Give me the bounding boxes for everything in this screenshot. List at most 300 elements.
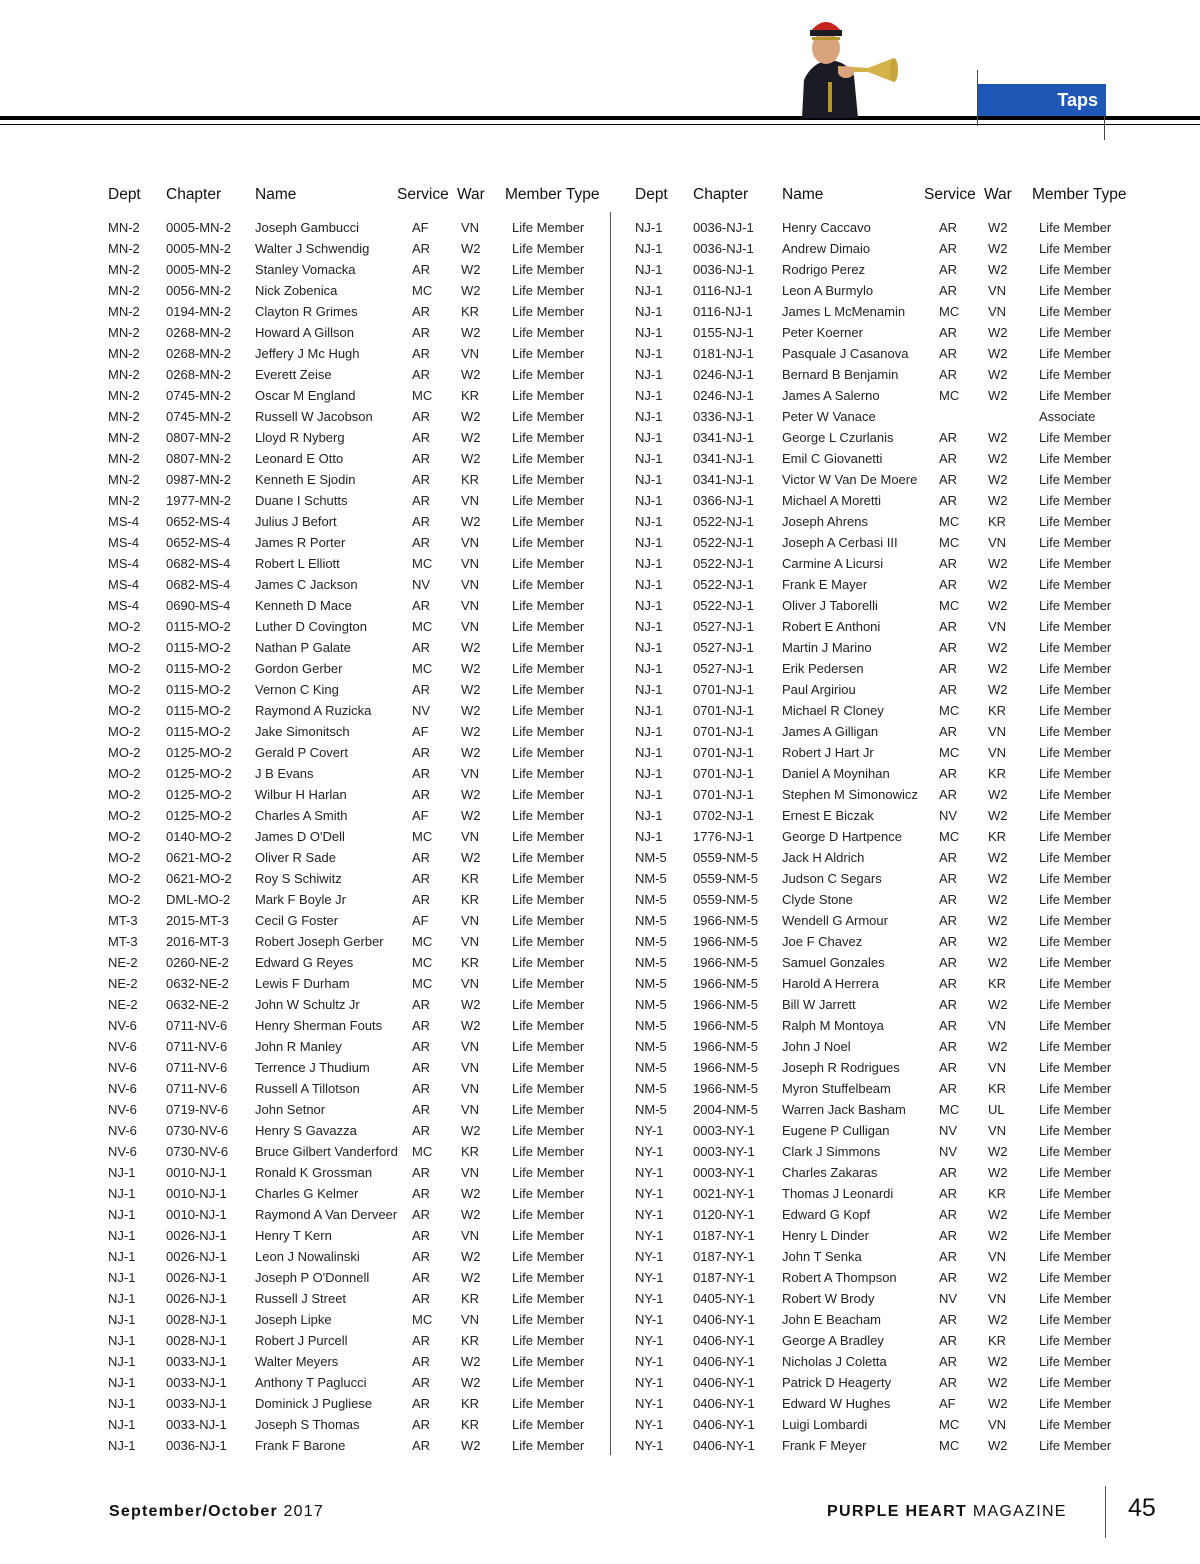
cell-dept: NJ-1 (635, 241, 663, 256)
cell-service: AR (939, 493, 958, 508)
cell-member-type: Life Member (1039, 1417, 1112, 1432)
cell-member-type: Life Member (1039, 388, 1112, 403)
cell-chapter: 0021-NY-1 (693, 1186, 755, 1201)
cell-chapter: 0559-NM-5 (693, 871, 759, 886)
cell-chapter: 0268-MN-2 (166, 346, 232, 361)
cell-dept: MO-2 (108, 619, 141, 634)
cell-dept: MO-2 (108, 787, 141, 802)
cell-dept: NY-1 (635, 1396, 664, 1411)
cell-member-type: Life Member (512, 997, 585, 1012)
cell-dept: MO-2 (108, 640, 141, 655)
header-service: Service (924, 186, 976, 203)
cell-dept: NJ-1 (635, 619, 663, 634)
cell-service: MC (412, 1144, 433, 1159)
cell-service: AR (412, 1165, 431, 1180)
cell-dept: MO-2 (108, 703, 141, 718)
header-dept: Dept (635, 186, 668, 203)
cell-war: W2 (461, 745, 481, 760)
cell-war: VN (988, 1249, 1007, 1264)
cell-chapter: 0036-NJ-1 (166, 1438, 227, 1453)
cell-dept: NJ-1 (108, 1375, 136, 1390)
cell-dept: NJ-1 (635, 724, 663, 739)
cell-war: W2 (988, 997, 1008, 1012)
cell-member-type: Life Member (512, 1102, 585, 1117)
cell-member-type: Life Member (512, 493, 585, 508)
cell-member-type: Life Member (512, 430, 585, 445)
cell-dept: NJ-1 (108, 1291, 136, 1306)
cell-war: VN (988, 745, 1007, 760)
cell-member-type: Life Member (512, 598, 585, 613)
cell-chapter: 0711-NV-6 (166, 1018, 228, 1033)
footer-magazine-name: PURPLE HEART (827, 1503, 968, 1520)
cell-service: AR (412, 745, 431, 760)
cell-war: W2 (988, 367, 1008, 382)
cell-name: Harold A Herrera (782, 976, 879, 991)
cell-dept: MN-2 (108, 430, 140, 445)
cell-member-type: Life Member (512, 871, 585, 886)
cell-war: W2 (461, 703, 481, 718)
cell-service: AR (412, 1018, 431, 1033)
cell-dept: MN-2 (108, 325, 140, 340)
cell-member-type: Life Member (512, 388, 585, 403)
cell-service: MC (412, 388, 433, 403)
cell-war: VN (461, 1039, 480, 1054)
cell-service: MC (412, 1312, 433, 1327)
cell-name: Stephen M Simonowicz (782, 787, 918, 802)
cell-member-type: Life Member (512, 1333, 585, 1348)
cell-war: W2 (988, 640, 1008, 655)
cell-chapter: 0003-NY-1 (693, 1144, 755, 1159)
cell-war: VN (461, 346, 480, 361)
cell-service: AR (939, 472, 958, 487)
cell-service: NV (939, 1291, 958, 1306)
cell-member-type: Life Member (1039, 430, 1112, 445)
cell-chapter: 0033-NJ-1 (166, 1396, 227, 1411)
cell-war: W2 (988, 808, 1008, 823)
cell-service: AR (412, 1270, 431, 1285)
cell-member-type: Life Member (1039, 535, 1112, 550)
cell-service: AR (412, 1228, 431, 1243)
cell-member-type: Life Member (512, 619, 585, 634)
cell-war: W2 (988, 892, 1008, 907)
cell-service: AR (939, 1228, 958, 1243)
cell-service: AR (939, 451, 958, 466)
cell-chapter: 0033-NJ-1 (166, 1354, 227, 1369)
cell-member-type: Life Member (512, 1144, 585, 1159)
cell-service: AR (412, 1375, 431, 1390)
cell-service: AR (412, 346, 431, 361)
cell-name: Warren Jack Basham (782, 1102, 906, 1117)
cell-war: KR (461, 1396, 480, 1411)
cell-chapter: 0187-NY-1 (693, 1228, 755, 1243)
cell-war: W2 (988, 1354, 1008, 1369)
cell-service: AR (412, 682, 431, 697)
header-name: Name (782, 186, 824, 203)
cell-dept: NY-1 (635, 1291, 664, 1306)
cell-service: AR (939, 1375, 958, 1390)
cell-service: AR (939, 619, 958, 634)
cell-dept: NY-1 (635, 1438, 664, 1453)
cell-name: Frank E Mayer (782, 577, 868, 592)
cell-member-type: Life Member (1039, 1291, 1112, 1306)
cell-war: VN (461, 220, 480, 235)
cell-chapter: 0026-NJ-1 (166, 1249, 227, 1264)
cell-chapter: 0115-MO-2 (166, 724, 231, 739)
cell-name: Leon J Nowalinski (255, 1249, 360, 1264)
cell-war: W2 (461, 514, 481, 529)
cell-war: KR (461, 388, 480, 403)
cell-chapter: 0559-NM-5 (693, 850, 759, 865)
cell-member-type: Life Member (1039, 1186, 1112, 1201)
cell-member-type: Life Member (1039, 1438, 1112, 1453)
cell-war: KR (461, 955, 480, 970)
cell-member-type: Life Member (1039, 1144, 1112, 1159)
cell-name: Lewis F Durham (255, 976, 350, 991)
cell-dept: NJ-1 (635, 577, 663, 592)
cell-service: AR (412, 325, 431, 340)
cell-service: NV (939, 1144, 958, 1159)
cell-member-type: Life Member (512, 577, 585, 592)
cell-dept: MO-2 (108, 871, 141, 886)
cell-dept: NV-6 (108, 1123, 137, 1138)
cell-war: VN (988, 724, 1007, 739)
cell-war: VN (461, 1102, 480, 1117)
cell-dept: NJ-1 (108, 1165, 136, 1180)
cell-service: AR (939, 1081, 958, 1096)
cell-member-type: Life Member (512, 1249, 585, 1264)
cell-dept: NJ-1 (108, 1354, 136, 1369)
cell-war: W2 (988, 577, 1008, 592)
cell-chapter: 0125-MO-2 (166, 766, 232, 781)
cell-service: AF (939, 1396, 956, 1411)
cell-name: Judson C Segars (782, 871, 882, 886)
cell-dept: NM-5 (635, 850, 667, 865)
cell-name: Carmine A Licursi (782, 556, 884, 571)
cell-service: AR (412, 1123, 431, 1138)
cell-member-type: Life Member (1039, 1039, 1112, 1054)
cell-name: John R Manley (255, 1039, 342, 1054)
cell-chapter: 0010-NJ-1 (166, 1207, 227, 1222)
cell-service: NV (412, 703, 431, 718)
cell-name: James R Porter (255, 535, 346, 550)
cell-dept: NJ-1 (635, 325, 663, 340)
cell-service: AR (939, 976, 958, 991)
cell-war: W2 (461, 1354, 481, 1369)
cell-war: KR (461, 1417, 480, 1432)
cell-war: W2 (461, 241, 481, 256)
header-war: War (984, 186, 1012, 203)
cell-service: MC (412, 829, 433, 844)
cell-war: W2 (988, 1039, 1008, 1054)
cell-dept: NJ-1 (635, 682, 663, 697)
cell-member-type: Life Member (512, 1438, 585, 1453)
cell-war: KR (988, 703, 1007, 718)
cell-name: J B Evans (255, 766, 314, 781)
cell-chapter: 0406-NY-1 (693, 1417, 755, 1432)
cell-dept: NJ-1 (635, 367, 663, 382)
cell-chapter: 0711-NV-6 (166, 1039, 228, 1054)
cell-name: Henry L Dinder (782, 1228, 869, 1243)
header-member-type: Member Type (1032, 186, 1127, 203)
cell-member-type: Life Member (1039, 325, 1112, 340)
cell-name: Victor W Van De Moere (782, 472, 918, 487)
cell-chapter: 0701-NJ-1 (693, 703, 754, 718)
cell-chapter: 0652-MS-4 (166, 514, 231, 529)
cell-chapter: 0341-NJ-1 (693, 472, 754, 487)
cell-chapter: 0155-NJ-1 (693, 325, 754, 340)
cell-chapter: 1966-NM-5 (693, 955, 759, 970)
cell-name: Russell J Street (255, 1291, 347, 1306)
cell-service: AR (939, 871, 958, 886)
cell-war: W2 (988, 871, 1008, 886)
cell-member-type: Life Member (512, 808, 585, 823)
cell-war: KR (461, 1291, 480, 1306)
cell-service: AR (939, 262, 958, 277)
cell-name: Terrence J Thudium (255, 1060, 370, 1075)
cell-war: W2 (988, 1312, 1008, 1327)
cell-service: AR (939, 1018, 958, 1033)
cell-member-type: Life Member (1039, 1312, 1112, 1327)
cell-service: MC (939, 829, 960, 844)
cell-dept: MN-2 (108, 241, 140, 256)
cell-service: AR (412, 1186, 431, 1201)
cell-service: AR (412, 1039, 431, 1054)
cell-name: Robert Joseph Gerber (255, 934, 384, 949)
cell-war: W2 (988, 241, 1008, 256)
cell-dept: NJ-1 (635, 346, 663, 361)
cell-name: Oliver R Sade (255, 850, 336, 865)
cell-name: Joseph Gambucci (255, 220, 360, 235)
cell-service: AR (939, 283, 958, 298)
cell-member-type: Life Member (512, 724, 585, 739)
cell-war: VN (461, 934, 480, 949)
cell-war: KR (988, 1186, 1007, 1201)
cell-service: MC (412, 661, 433, 676)
cell-service: AR (939, 1186, 958, 1201)
cell-service: MC (939, 535, 960, 550)
header-dept: Dept (108, 186, 141, 203)
cell-name: John J Noel (782, 1039, 851, 1054)
header-chapter: Chapter (166, 186, 222, 203)
cell-name: Robert A Thompson (782, 1270, 897, 1285)
cell-chapter: 0341-NJ-1 (693, 430, 754, 445)
cell-war: W2 (461, 325, 481, 340)
cell-member-type: Life Member (1039, 493, 1112, 508)
cell-chapter: 0120-NY-1 (693, 1207, 755, 1222)
cell-member-type: Life Member (512, 766, 585, 781)
cell-member-type: Life Member (1039, 661, 1112, 676)
cell-name: Charles G Kelmer (255, 1186, 359, 1201)
cell-member-type: Life Member (512, 850, 585, 865)
cell-war: W2 (461, 1018, 481, 1033)
cell-name: Michael R Cloney (782, 703, 884, 718)
cell-name: Leon A Burmylo (782, 283, 874, 298)
cell-dept: MO-2 (108, 766, 141, 781)
cell-service: AR (412, 766, 431, 781)
header-member-type: Member Type (505, 186, 600, 203)
cell-dept: NJ-1 (635, 556, 663, 571)
cell-service: MC (412, 619, 433, 634)
cell-dept: NJ-1 (635, 388, 663, 403)
cell-war: KR (461, 304, 480, 319)
cell-war: W2 (988, 955, 1008, 970)
cell-service: MC (939, 598, 960, 613)
cell-name: Russell W Jacobson (255, 409, 373, 424)
cell-war: KR (988, 766, 1007, 781)
cell-service: AR (412, 850, 431, 865)
cell-chapter: 0010-NJ-1 (166, 1165, 227, 1180)
cell-chapter: 1966-NM-5 (693, 1018, 759, 1033)
cell-war: W2 (461, 1270, 481, 1285)
cell-service: AR (939, 1060, 958, 1075)
cell-name: James C Jackson (255, 577, 358, 592)
cell-chapter: 0621-MO-2 (166, 850, 232, 865)
cell-dept: NY-1 (635, 1144, 664, 1159)
cell-war: W2 (988, 388, 1008, 403)
cell-dept: MO-2 (108, 682, 141, 697)
cell-chapter: 0336-NJ-1 (693, 409, 754, 424)
cell-name: Ralph M Montoya (782, 1018, 884, 1033)
cell-chapter: 0632-NE-2 (166, 997, 229, 1012)
header-chapter: Chapter (693, 186, 749, 203)
cell-dept: NJ-1 (635, 640, 663, 655)
cell-chapter: 1966-NM-5 (693, 934, 759, 949)
cell-name: George L Czurlanis (782, 430, 894, 445)
cell-name: John Setnor (255, 1102, 326, 1117)
cell-war: W2 (988, 493, 1008, 508)
cell-service: AR (939, 241, 958, 256)
cell-member-type: Life Member (512, 976, 585, 991)
cell-dept: NJ-1 (108, 1312, 136, 1327)
cell-chapter: 0140-MO-2 (166, 829, 232, 844)
cell-name: Gordon Gerber (255, 661, 343, 676)
cell-member-type: Life Member (512, 325, 585, 340)
cell-chapter: 1966-NM-5 (693, 1081, 759, 1096)
cell-war: VN (461, 577, 480, 592)
cell-chapter: 0026-NJ-1 (166, 1291, 227, 1306)
cell-chapter: 0701-NJ-1 (693, 682, 754, 697)
cell-name: Joe F Chavez (782, 934, 863, 949)
cell-war: KR (461, 1144, 480, 1159)
cell-name: Joseph S Thomas (255, 1417, 360, 1432)
cell-member-type: Life Member (1039, 598, 1112, 613)
cell-member-type: Life Member (512, 1207, 585, 1222)
cell-war: W2 (461, 787, 481, 802)
cell-dept: MN-2 (108, 262, 140, 277)
header-rule-thick (0, 116, 1200, 120)
cell-chapter: 0522-NJ-1 (693, 535, 754, 550)
cell-name: Ernest E Biczak (782, 808, 874, 823)
cell-name: Henry Caccavo (782, 220, 871, 235)
cell-dept: NM-5 (635, 976, 667, 991)
cell-chapter: 1966-NM-5 (693, 1039, 759, 1054)
cell-member-type: Life Member (512, 640, 585, 655)
cell-member-type: Life Member (512, 1123, 585, 1138)
cell-member-type: Life Member (1039, 304, 1112, 319)
cell-dept: MT-3 (108, 913, 138, 928)
cell-war: VN (461, 766, 480, 781)
cell-dept: NV-6 (108, 1144, 137, 1159)
cell-chapter: 0028-NJ-1 (166, 1312, 227, 1327)
cell-service: AR (939, 955, 958, 970)
cell-dept: NJ-1 (635, 409, 663, 424)
cell-chapter: 0406-NY-1 (693, 1396, 755, 1411)
cell-service: AR (412, 535, 431, 550)
cell-service: AR (412, 1438, 431, 1453)
page-number: 45 (1128, 1494, 1156, 1522)
cell-name: Clark J Simmons (782, 1144, 881, 1159)
cell-member-type: Life Member (1039, 514, 1112, 529)
cell-dept: MN-2 (108, 451, 140, 466)
cell-name: Wilbur H Harlan (255, 787, 347, 802)
cell-dept: NV-6 (108, 1039, 137, 1054)
cell-member-type: Life Member (1039, 955, 1112, 970)
cell-dept: NJ-1 (635, 493, 663, 508)
cell-chapter: 0701-NJ-1 (693, 724, 754, 739)
cell-chapter: 0056-MN-2 (166, 283, 232, 298)
cell-name: James A Salerno (782, 388, 880, 403)
cell-name: Cecil G Foster (255, 913, 339, 928)
cell-war: VN (461, 913, 480, 928)
cell-war: W2 (461, 682, 481, 697)
cell-dept: NY-1 (635, 1207, 664, 1222)
cell-dept: NJ-1 (635, 283, 663, 298)
cell-dept: MO-2 (108, 661, 141, 676)
cell-member-type: Life Member (1039, 766, 1112, 781)
cell-name: Kenneth D Mace (255, 598, 352, 613)
cell-service: AR (939, 724, 958, 739)
cell-war: VN (461, 1060, 480, 1075)
cell-dept: NJ-1 (635, 745, 663, 760)
cell-war: W2 (461, 1375, 481, 1390)
cell-war: KR (461, 871, 480, 886)
cell-war: VN (988, 283, 1007, 298)
cell-member-type: Life Member (1039, 1333, 1112, 1348)
cell-name: John T Senka (782, 1249, 862, 1264)
cell-dept: MN-2 (108, 367, 140, 382)
cell-service: AR (412, 892, 431, 907)
footer-magazine-suffix: MAGAZINE (972, 1503, 1067, 1520)
cell-service: AR (939, 1354, 958, 1369)
cell-member-type: Life Member (512, 1081, 585, 1096)
cell-member-type: Life Member (512, 1354, 585, 1369)
cell-chapter: 0115-MO-2 (166, 661, 231, 676)
cell-chapter: 0125-MO-2 (166, 787, 232, 802)
cell-dept: NV-6 (108, 1018, 137, 1033)
cell-member-type: Life Member (1039, 1060, 1112, 1075)
cell-war: VN (461, 619, 480, 634)
cell-service: AR (939, 682, 958, 697)
cell-name: Peter Koerner (782, 325, 863, 340)
cell-chapter: 0522-NJ-1 (693, 556, 754, 571)
cell-name: James D O'Dell (255, 829, 345, 844)
cell-war: UL (988, 1102, 1005, 1117)
cell-name: Rodrigo Perez (782, 262, 866, 277)
cell-service: AR (939, 997, 958, 1012)
cell-dept: MN-2 (108, 472, 140, 487)
cell-service: AR (412, 367, 431, 382)
cell-war: W2 (461, 850, 481, 865)
cell-name: Vernon C King (255, 682, 339, 697)
cell-war: VN (988, 1291, 1007, 1306)
cell-name: Edward G Reyes (255, 955, 354, 970)
cell-dept: NJ-1 (635, 661, 663, 676)
cell-dept: MO-2 (108, 850, 141, 865)
cell-name: Bill W Jarrett (782, 997, 856, 1012)
cell-war: VN (461, 1165, 480, 1180)
cell-dept: NJ-1 (635, 766, 663, 781)
cell-member-type: Life Member (1039, 997, 1112, 1012)
